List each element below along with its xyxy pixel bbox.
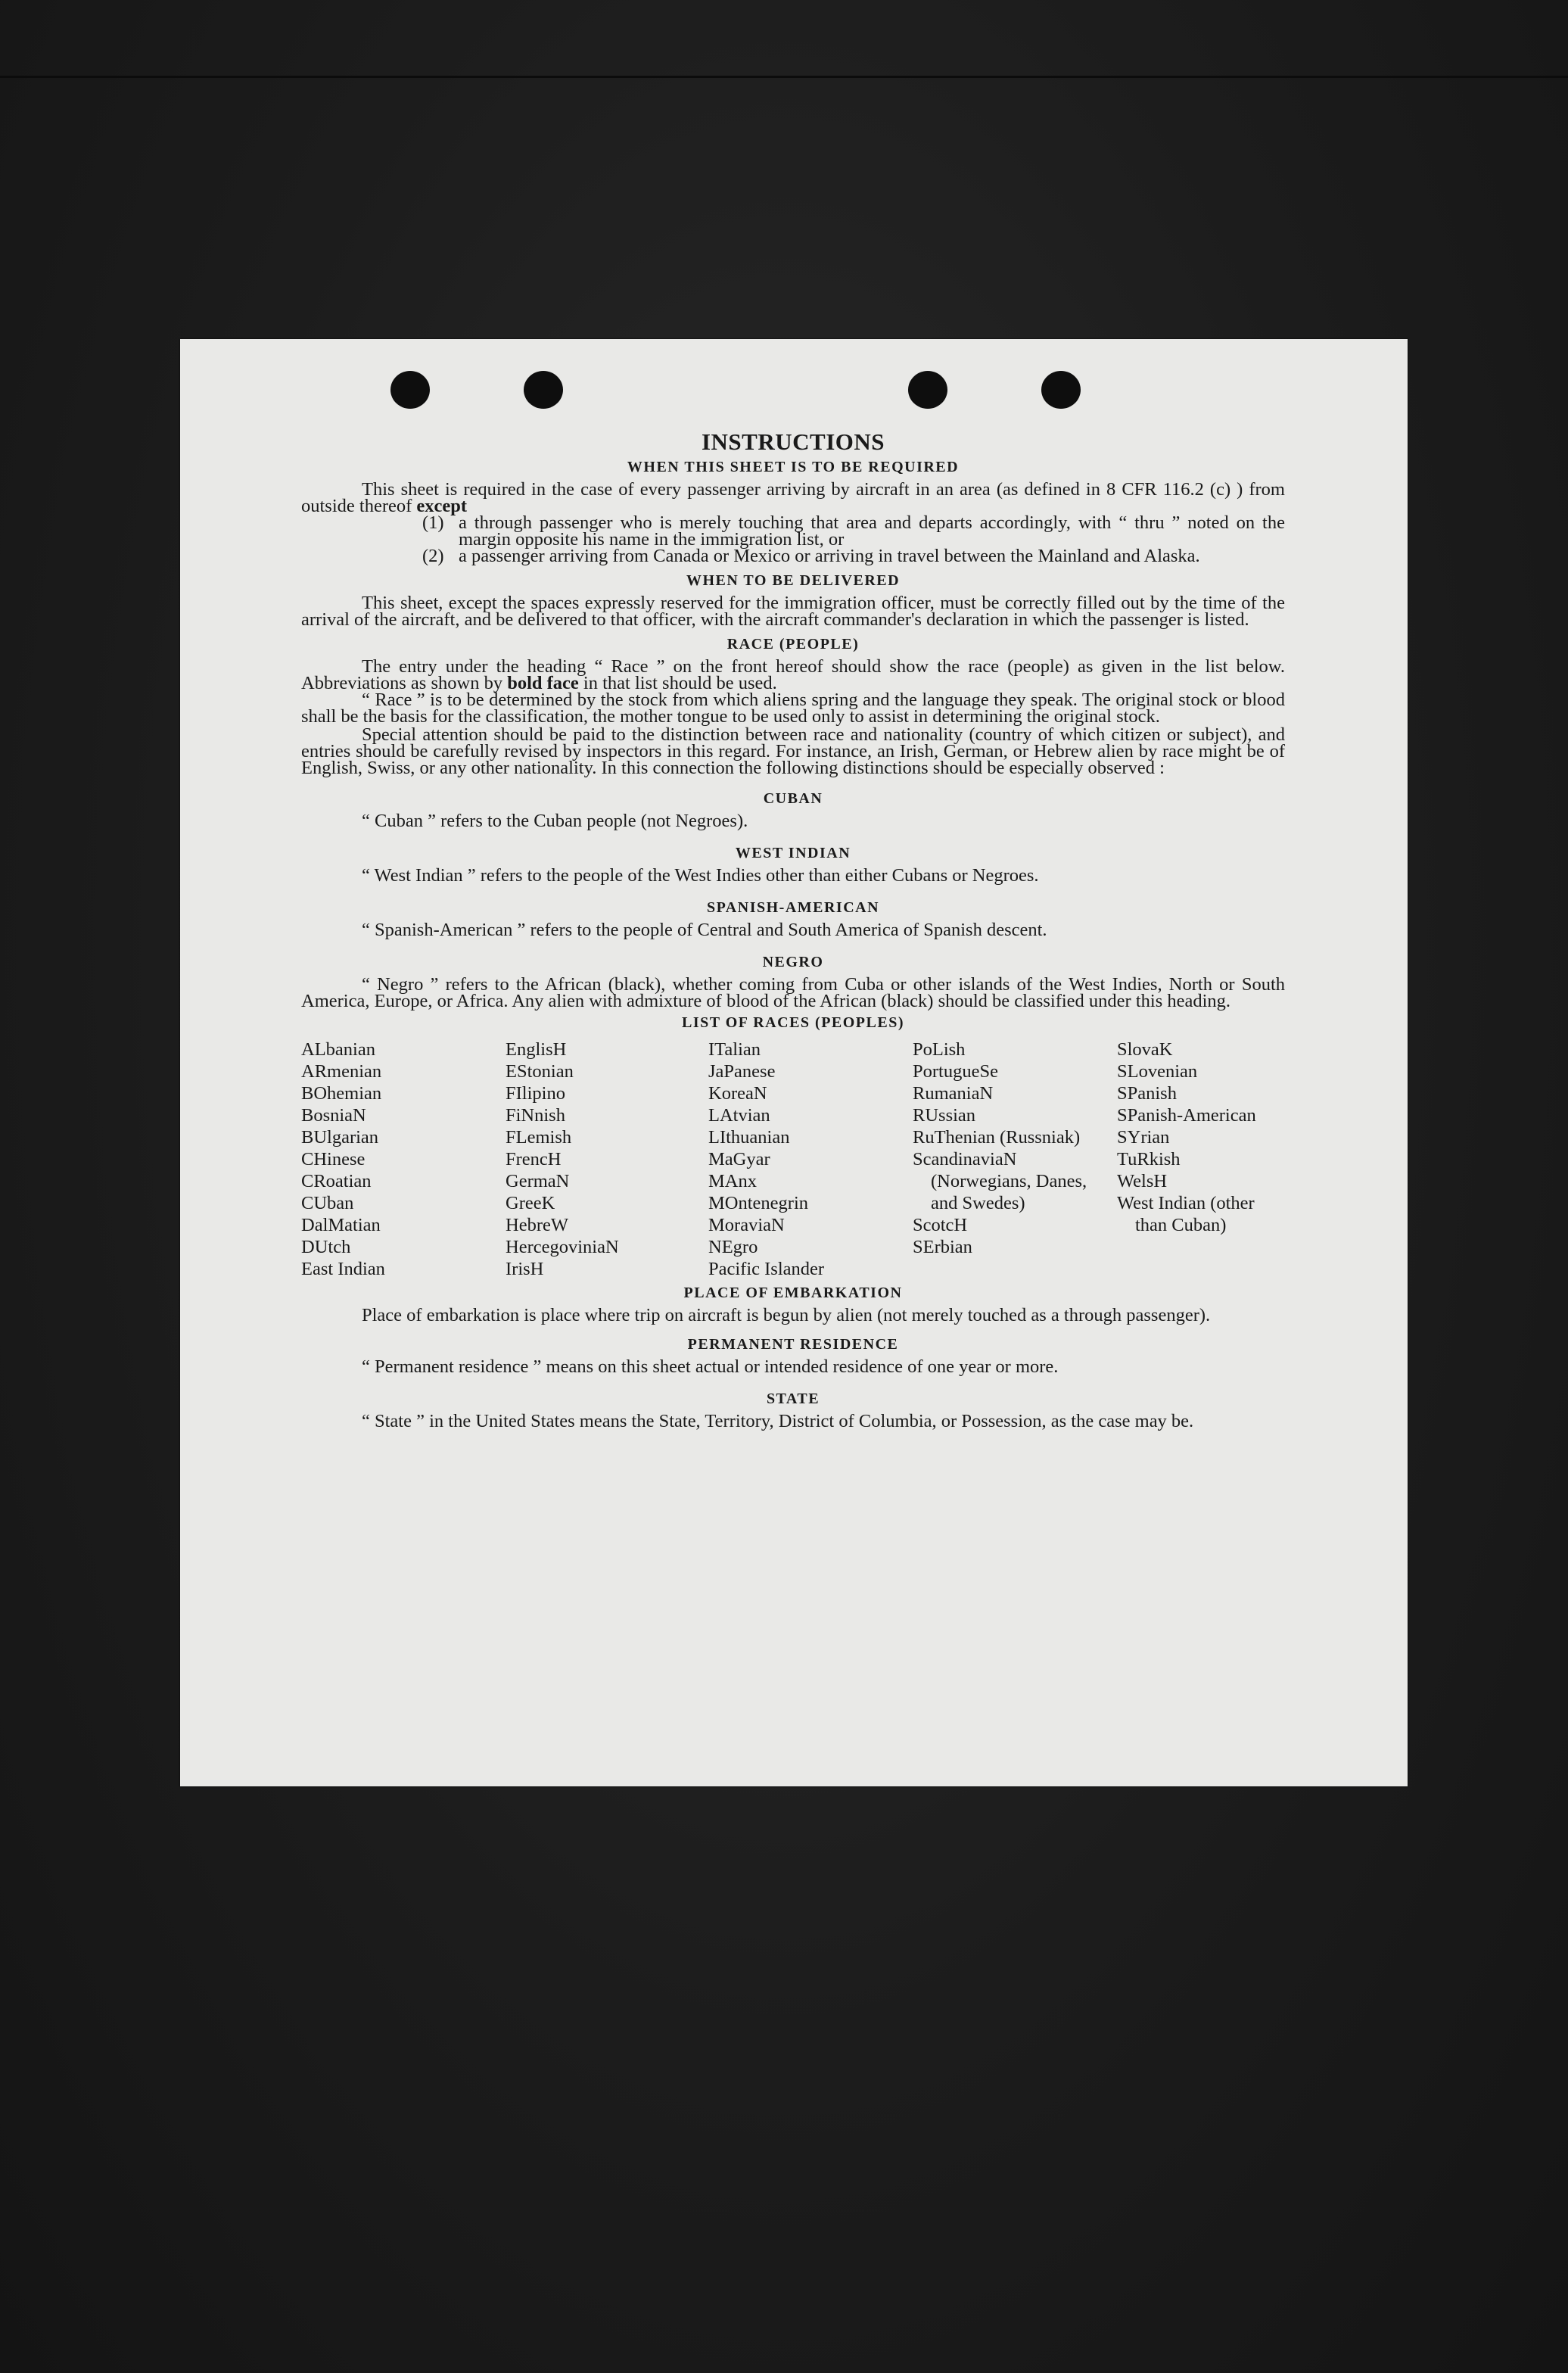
heading-west-indian: WEST INDIAN <box>735 845 851 861</box>
race-entry: BosniaN <box>301 1105 366 1126</box>
race-entry: MOntenegrin <box>708 1193 808 1213</box>
race-entry: NEgro <box>708 1237 758 1257</box>
races-column <box>1117 1039 1285 1280</box>
races-column <box>708 1039 913 1280</box>
race-entry: MaGyar <box>708 1149 770 1169</box>
race-entry: ITalian <box>708 1039 761 1060</box>
race-entry: FLemish <box>506 1127 572 1148</box>
race-entry: RuThenian (Russniak) <box>913 1127 1081 1148</box>
list-item <box>422 512 1285 550</box>
race-entry: LIthuanian <box>708 1127 790 1148</box>
race-entry: West Indian (other than Cuban) <box>1117 1193 1255 1235</box>
heading-list-of-races: LIST OF RACES (PEOPLES) <box>681 1014 904 1031</box>
paragraph-negro: “ Negro ” refers to the African (black), whether coming from Cuba or other islands of the West Indies, North or South America, Europe, or Africa. Any alien with admixture of blood of the African (black) should be classified under this heading. <box>301 974 1285 1011</box>
race-entry: ARmenian <box>301 1061 382 1082</box>
document-content <box>301 428 1285 1430</box>
punch-hole-icon <box>908 371 947 409</box>
race-entry: HebreW <box>506 1215 568 1235</box>
race-entry: SlovaK <box>1117 1039 1173 1060</box>
race-entry: LAtvian <box>708 1105 770 1126</box>
list-text: a through passenger who is merely touching that area and departs accordingly, with “ thru ” noted on the margin opposite his name in the immigration list, or <box>459 512 1285 550</box>
race-entry: HercegoviniaN <box>506 1237 619 1257</box>
race-entry: RUssian <box>913 1105 976 1126</box>
list-number: (2) <box>422 546 444 566</box>
paragraph-cuban: “ Cuban ” refers to the Cuban people (not Negroes). <box>362 811 748 831</box>
race-entry: JaPanese <box>708 1061 776 1082</box>
paragraph-spanish-american: “ Spanish-American ” refers to the people of Central and South America of Spanish descent. <box>362 920 1047 940</box>
race-entry: GreeK <box>506 1193 555 1213</box>
race-entry: RumaniaN <box>913 1083 994 1104</box>
race-entry: MAnx <box>708 1171 757 1191</box>
list-text: a passenger arriving from Canada or Mexico or arriving in travel between the Mainland and Alaska. <box>459 546 1200 566</box>
race-entry: SLovenian <box>1117 1061 1198 1082</box>
film-edge-line <box>0 76 1568 78</box>
paragraph-residence: “ Permanent residence ” means on this sheet actual or intended residence of one year or more. <box>362 1356 1059 1377</box>
race-entry: BOhemian <box>301 1083 382 1104</box>
paragraph-race-3: Special attention should be paid to the distinction between race and nationality (country of which citizen or subject), and entries should be carefully revised by inspectors in this regard. For instance, an Irish, German, or Hebrew alien by race might be of English, Swiss, or any other nationality. In this connection the following distinctions should be especially observed : <box>301 724 1285 778</box>
race-entry: SYrian <box>1117 1127 1170 1148</box>
heading-spanish-american: SPANISH-AMERICAN <box>706 899 880 916</box>
heading-race: RACE (PEOPLE) <box>726 636 860 652</box>
race-entry: East Indian <box>301 1259 385 1279</box>
race-entry: PortugueSe <box>913 1061 998 1082</box>
race-entry: FrencH <box>506 1149 562 1169</box>
race-entry: SErbian <box>913 1237 972 1257</box>
heading-required: WHEN THIS SHEET IS TO BE REQUIRED <box>627 459 960 475</box>
race-entry: CUban <box>301 1193 354 1213</box>
heading-embarkation: PLACE OF EMBARKATION <box>683 1285 903 1301</box>
list-item <box>422 548 1285 565</box>
heading-cuban: CUBAN <box>763 790 823 807</box>
race-entry: ScotcH <box>913 1215 968 1235</box>
race-entry: Pacific Islander <box>708 1259 825 1279</box>
race-entry: DalMatian <box>301 1215 381 1235</box>
paragraph-race-2: “ Race ” is to be determined by the stock from which aliens spring and the language they speak. The original stock or blood shall be the basis for the classification, the mother tongue to be used only to assist in determining the original stock. <box>301 690 1285 727</box>
page-title: INSTRUCTIONS <box>701 428 885 455</box>
paragraph-race-1: The entry under the heading “ Race ” on the front hereof should show the race (people) as given in the list below. Abbreviations as shown by bold face in that list should be used. <box>301 656 1285 693</box>
paragraph-required-intro: This sheet is required in the case of every passenger arriving by aircraft in an area (as defined in 8 CFR 116.2 (c) ) from outside thereof except <box>301 479 1285 516</box>
heading-residence: PERMANENT RESIDENCE <box>687 1336 899 1353</box>
race-entry: CRoatian <box>301 1171 372 1191</box>
race-entry: SPanish <box>1117 1083 1177 1104</box>
race-entry: WelsH <box>1117 1171 1168 1191</box>
race-entry: MoraviaN <box>708 1215 785 1235</box>
race-entry: BUlgarian <box>301 1127 379 1148</box>
race-entry: DUtch <box>301 1237 351 1257</box>
heading-state: STATE <box>766 1390 820 1407</box>
race-entry: FiNnish <box>506 1105 565 1126</box>
race-entry: SPanish-American <box>1117 1105 1256 1126</box>
race-entry: IrisH <box>506 1259 544 1279</box>
races-column <box>913 1039 1117 1280</box>
heading-negro: NEGRO <box>762 954 824 970</box>
race-entry: EnglisH <box>506 1039 567 1060</box>
paragraph-delivered: This sheet, except the spaces expressly reserved for the immigration officer, must be correctly filled out by the time of the arrival of the aircraft, and be delivered to that officer, with the aircraft commander's declaration in which the passenger is listed. <box>301 593 1285 630</box>
race-entry: ALbanian <box>301 1039 375 1060</box>
paragraph-embarkation: Place of embarkation is place where trip on aircraft is begun by alien (not merely touched as a through passenger). <box>362 1305 1211 1325</box>
document-page <box>180 339 1408 1786</box>
punch-hole-icon <box>1041 371 1081 409</box>
heading-delivered: WHEN TO BE DELIVERED <box>686 572 901 589</box>
race-entry: FIlipino <box>506 1083 565 1104</box>
race-entry: GermaN <box>506 1171 570 1191</box>
race-entry: EStonian <box>506 1061 574 1082</box>
paragraph-west-indian: “ West Indian ” refers to the people of the West Indies other than either Cubans or Negroes. <box>362 865 1039 886</box>
race-entry: ScandinaviaN (Norwegians, Danes, and Swedes) <box>913 1149 1087 1213</box>
punch-hole-icon <box>524 371 563 409</box>
race-entry: KoreaN <box>708 1083 767 1104</box>
races-table <box>301 1039 1285 1280</box>
race-entry: TuRkish <box>1117 1149 1181 1169</box>
races-column <box>301 1039 506 1280</box>
paragraph-state: “ State ” in the United States means the State, Territory, District of Columbia, or Possession, as the case may be. <box>362 1411 1194 1431</box>
races-column <box>506 1039 708 1280</box>
race-entry: CHinese <box>301 1149 366 1169</box>
list-number: (1) <box>422 512 444 533</box>
race-entry: PoLish <box>913 1039 966 1060</box>
punch-hole-icon <box>390 371 430 409</box>
